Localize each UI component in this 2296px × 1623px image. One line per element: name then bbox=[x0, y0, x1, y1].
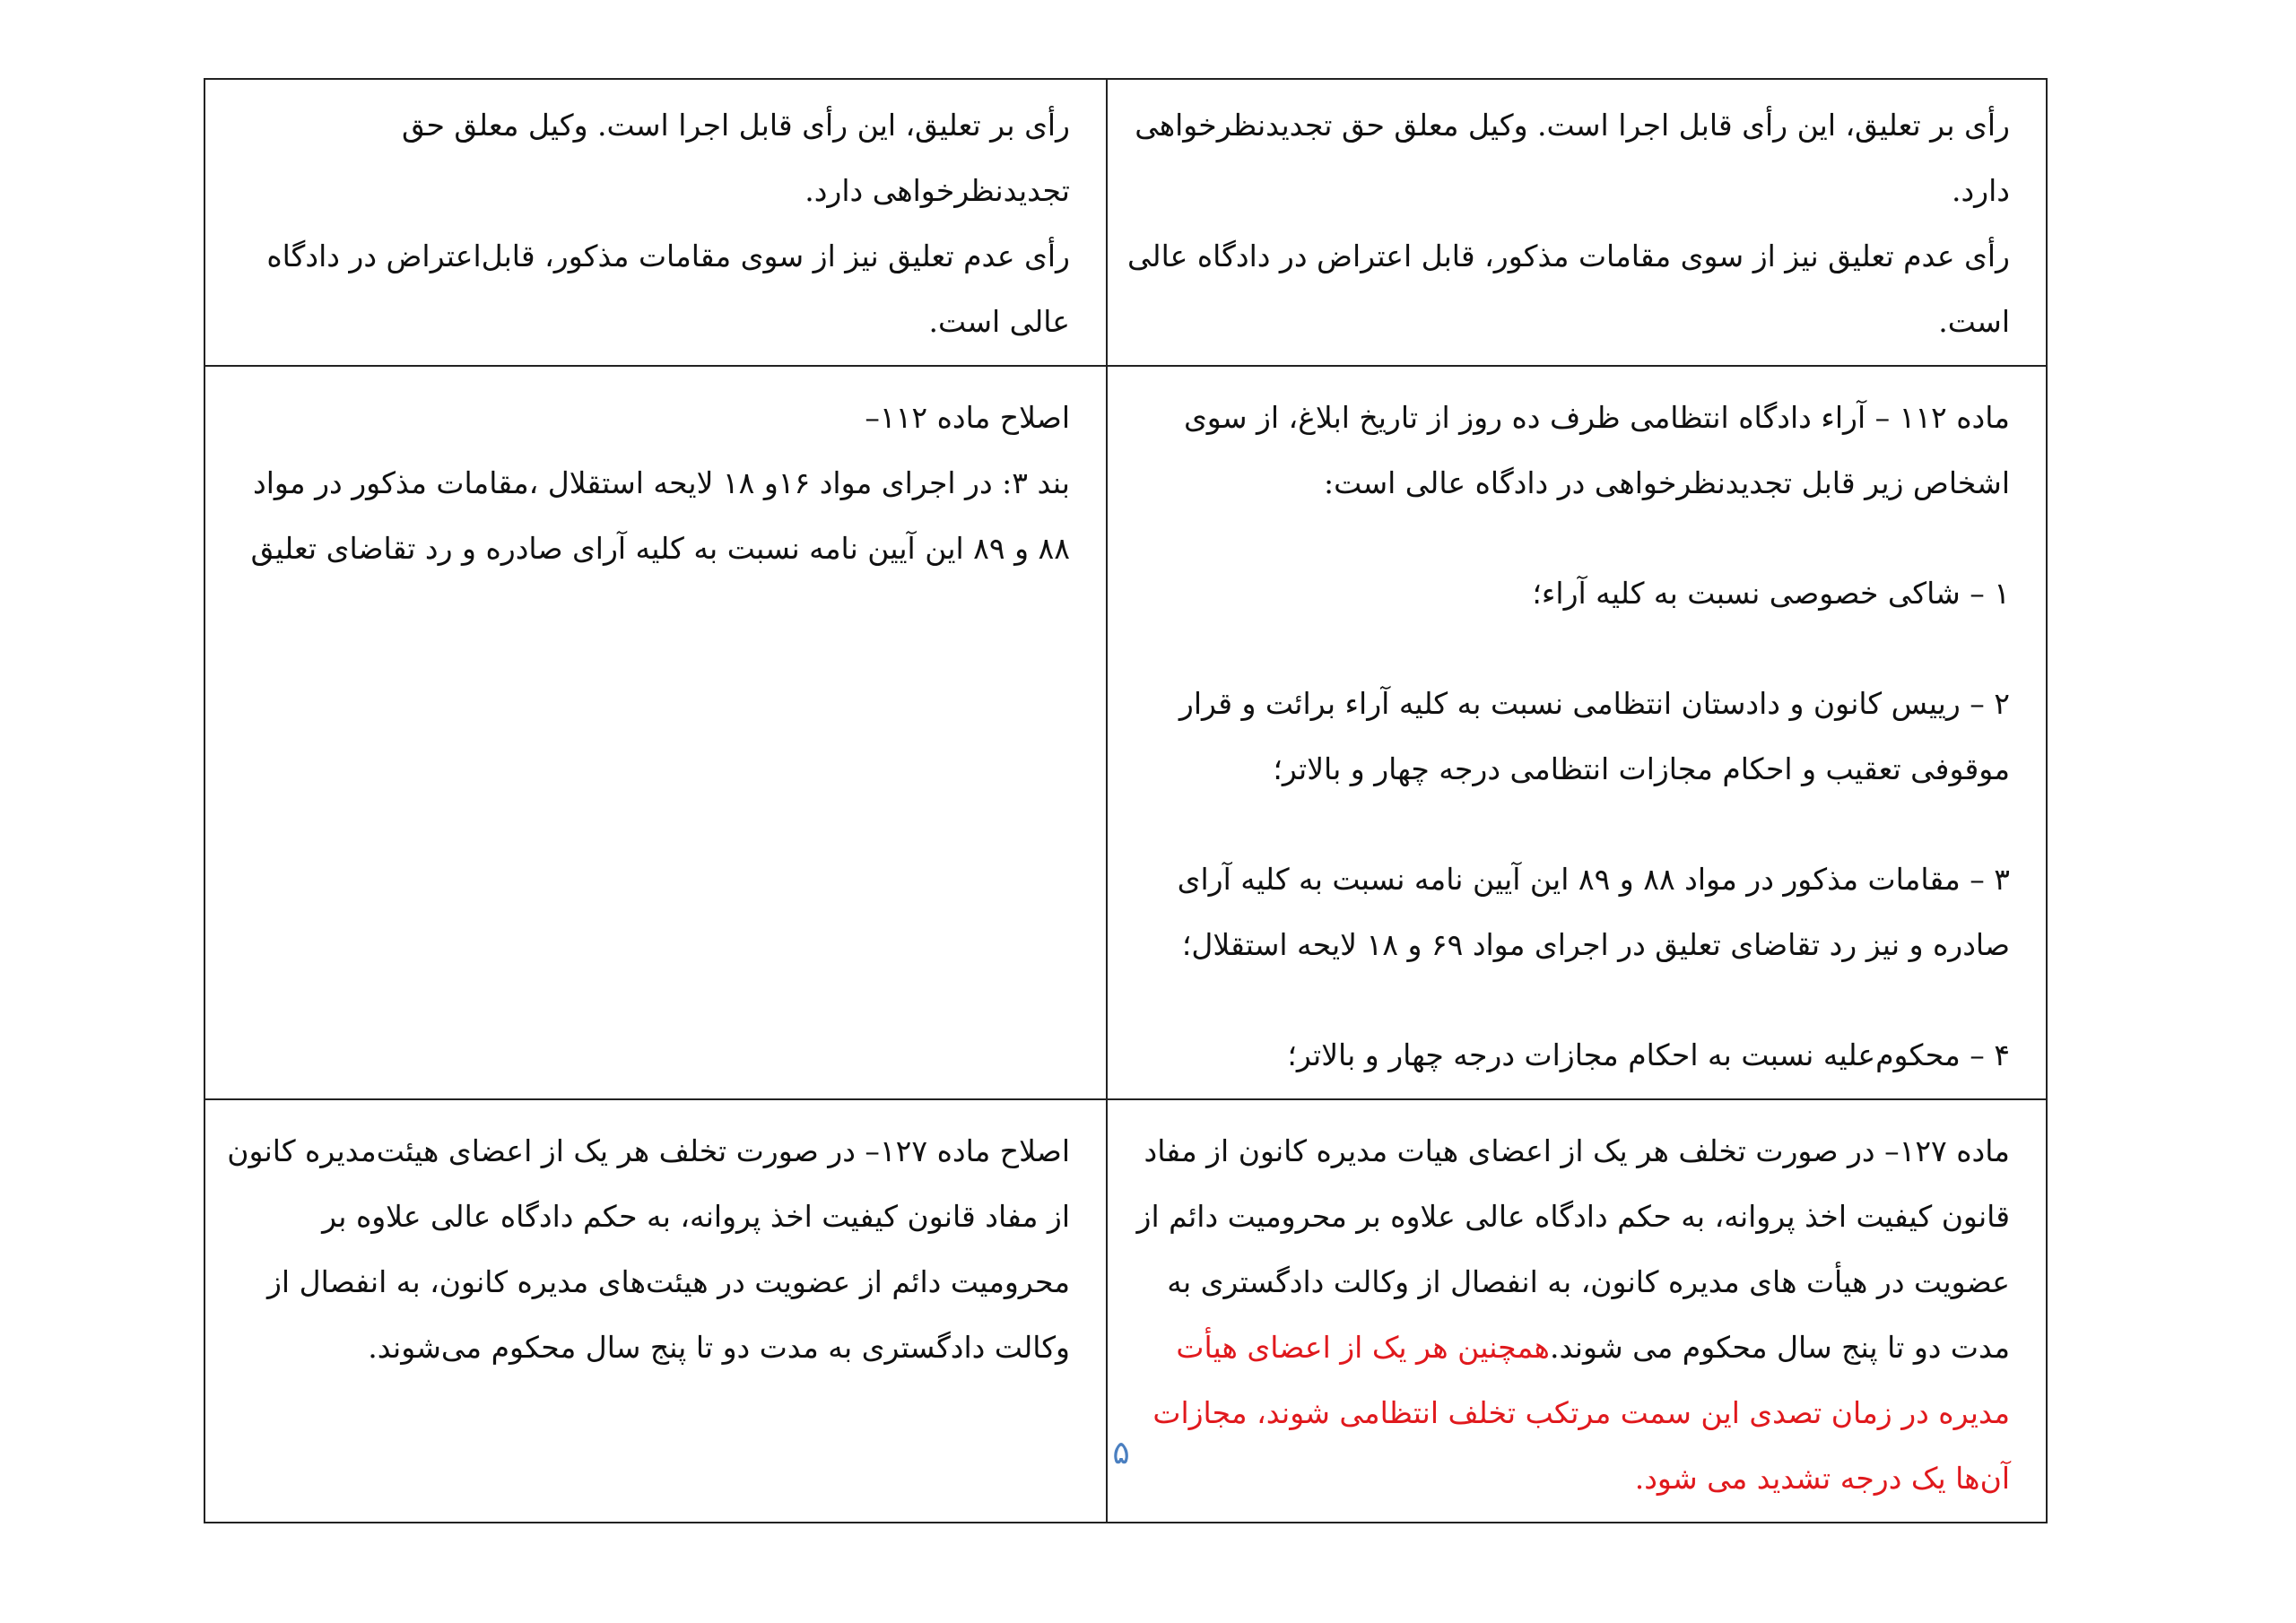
page-number: ۵ bbox=[1112, 1435, 1130, 1471]
amendment-127-text: اصلاح ماده ۱۲۷– در صورت تخلف هر یک از اعضای هیئت‌مدیره کانون از مفاد قانون کیفیت اخذ پروانه، به حکم دادگاه عالی علاوه بر محرومیت دائم از عضویت در هیئت‌های مدیره کانون، به انفصال از وکالت دادگستری به مدت دو تا پنج سال محکوم می‌شوند. bbox=[227, 1133, 1070, 1365]
amended-text-cell bbox=[204, 79, 1107, 366]
table-row bbox=[204, 79, 2047, 366]
article-112-intro: ماده ۱۱۲ – آراء دادگاه انتظامی ظرف ده روز از تاریخ ابلاغ، از سوی اشخاص زیر قابل تجدیدنظرخواهی در دادگاه عالی است: bbox=[1183, 400, 2010, 500]
amended-text-cell bbox=[204, 366, 1107, 1099]
article-112-item-1: ۱ – شاکی خصوصی نسبت به کلیه آراء؛ bbox=[1532, 576, 2010, 611]
article-127-text: ماده ۱۲۷– در صورت تخلف هر یک از اعضای هیات مدیره کانون از مفاد قانون کیفیت اخذ پروانه، به حکم دادگاه عالی علاوه بر محرومیت دائم از عضویت در هیأت های مدیره کانون، به انفصال از وکالت دادگستری به مدت دو تا پنج سال محکوم می شوند. bbox=[1136, 1133, 2010, 1365]
amendment-clause: بند ۳: در اجرای مواد ۱۶و ۱۸ لایحه استقلال ،مقامات مذکور در مواد ۸۸ و ۸۹ این آیین نامه نسبت به کلیه آرای صادره و رد تقاضای تعلیق bbox=[250, 465, 1070, 566]
table-line: رأی عدم تعلیق نیز از سوی مقامات مذکور، قابل اعتراض در دادگاه عالی است. bbox=[1127, 239, 2010, 339]
table-line: رأی بر تعلیق، این رأی قابل اجرا است. وکیل معلق حق تجدیدنظرخواهی دارد. bbox=[1135, 108, 2010, 208]
article-112-item-2: ۲ – رییس کانون و دادستان انتظامی نسبت به کلیه آراء برائت و قرار موقوفی تعقیب و احکام مجازات انتظامی درجه چهار و بالاتر؛ bbox=[1178, 686, 2010, 786]
comparison-table bbox=[204, 78, 2048, 1523]
amendment-title: اصلاح ماده ۱۱۲– bbox=[865, 400, 1070, 435]
amended-text-cell bbox=[204, 1099, 1107, 1523]
table-line: رأی عدم تعلیق نیز از سوی مقامات مذکور، قابل‌اعتراض در دادگاه عالی است. bbox=[266, 239, 1070, 339]
original-text-cell bbox=[1107, 79, 2047, 366]
article-127-highlight: همچنین هر یک از اعضای هیأت مدیره در زمان تصدی این سمت مرتکب تخلف انتظامی شوند، مجازات آن‌ها یک درجه تشدید می شود. bbox=[1152, 1330, 2010, 1496]
article-112-item-4: ۴ – محکوم‌علیه نسبت به احکام مجازات درجه چهار و بالاتر؛ bbox=[1287, 1037, 2010, 1072]
table-line: رأی بر تعلیق، این رأی قابل اجرا است. وکیل معلق حق تجدیدنظرخواهی دارد. bbox=[401, 108, 1070, 208]
article-112-item-3: ۳ – مقامات مذکور در مواد ۸۸ و ۸۹ این آیین نامه نسبت به کلیه آرای صادره و نیز رد تقاضای تعلیق در اجرای مواد ۶۹ و ۱۸ لایحه استقلال؛ bbox=[1177, 862, 2010, 962]
original-text-cell bbox=[1107, 1099, 2047, 1523]
table-row bbox=[204, 366, 2047, 1099]
original-text-cell bbox=[1107, 366, 2047, 1099]
